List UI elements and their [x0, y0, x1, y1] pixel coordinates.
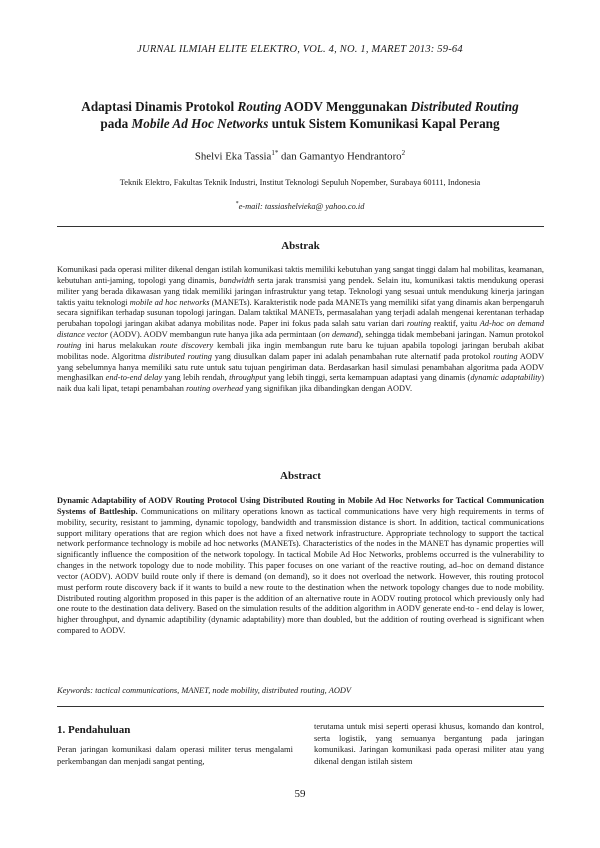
abstract-english-title: Dynamic Adaptability of AODV Routing Protocol Using Distributed Routing in Mobile Ad Hoc Networks for Tactical Communication Systems of Battleship. — [57, 496, 544, 516]
author-2: Gamantyo Hendrantoro — [299, 150, 402, 163]
journal-header: JURNAL ILMIAH ELITE ELEKTRO, VOL. 4, NO. 1, MARET 2013: 59-64 — [137, 44, 463, 55]
section1-right-column: terutama untuk misi seperti operasi khusus, komando dan kontrol, serta logistik, yang semuanya bergantung pada jaringan komunikasi. Jaringan komunikasi pada operasi militer atau yang dikenal dengan istilah sistem — [314, 721, 544, 766]
email-line: *e-mail: tassiashelvieka@ yahoo.co.id — [235, 201, 365, 211]
abstrak-heading: Abstrak — [281, 240, 320, 252]
abstract-body: Dynamic Adaptability of AODV Routing Protocol Using Distributed Routing in Mobile Ad Hoc Networks for Tactical Communication Systems of Battleship. Communications on military operations known as tactical communications have very high requirements in terms of mobility, security, resistant to jamming, dynamic topology, bandwidth and transmission distance is short. In addition, tactical communications support military operations that are region which does not have a fixed network infrastructure. Appropriate technology to support the tactical network performance technology is mobile ad hoc networks (MANETs). Characteristics of the nodes in the MANET has dynamic properties will significantly influence the composition of the network topology. In tactical Mobile Ad Hoc Networks, problems occurred is the vulnerability to changes in the network topology due to node mobility. This paper focuses on one variant of the reactive routing, ad–hoc on demand distance vector (AODV). AODV build route only if there is demand (on demand), so it does not overload the network. However, this routing protocol must perform route discovery back if it wants to build a new route to the destination when the network topology changes due to node mobility. Distributed routing algorithm proposed in this paper is the addition of an alternative route in AODV routing protocol which previously only had one route to the destination data delivery. Based on the simulation results of the addition algorithm in AODV generate end-to - end delay is lower, higher throughput, and dynamic adaptibility (dynamic adaptability) more than doubled, but the addition of routing overhead is significant when compared to AODV. — [57, 496, 544, 636]
bottom-divider — [57, 706, 544, 707]
page-number: 59 — [294, 788, 306, 800]
top-divider — [57, 226, 544, 227]
section-heading-pendahuluan: 1. Pendahuluan — [57, 724, 131, 736]
section1-left-column: Peran jaringan komunikasi dalam operasi militer terus mengalami perkembangan dan menjadi sangat penting, — [57, 744, 293, 766]
abstrak-body: Komunikasi pada operasi militer dikenal dengan istilah komunikasi taktis memiliki kebutuhan yang sangat tinggi dalam hal mobilitas, keamanan, kebutuhan anti-jaming, topologi yang dinamis, bandwidth serta jarak transmisi yang pendek. Selain itu, komunikasi taktis mendukung operasi militer yang berada dikawasan yang tidak memiliki jaringan infrastruktur yang tetap. Teknologi yang sesuai untuk mendukung kinerja jaringan taktis yaitu teknologi mobile ad hoc networks (MANETs). Karakteristik node pada MANETs yang memiliki sifat yang dinamis akan berpengaruh secara signifikan terhadap susunan topologi jaringan. Dalam taktikal MANETs, permasalahan yang terjadi adalah mengenai kerentanan terhadap perubahan topologi jaringan akibat adanya mobilitas node. Paper ini fokus pada salah satu varian dari routing reaktif, yaitu Ad-hoc on demand distance vector (AODV). AODV membangun rute hanya jika ada permintaan (on demand), sehingga tidak membebani jaringan. Namun protokol routing ini harus melakukan route discovery kembali jika ingin membangun rute baru ke tujuan apabila topologi jaringan berubah akibat mobilitas node. Algoritma distributed routing yang diusulkan dalam paper ini adalah penambahan rute alternatif pada protokol routing AODV yang sebelumnya hanya memiliki satu rute untuk satu tujuan pengiriman data. Berdasarkan hasil simulasi penambahan algoritma pada AODV menghasilkan end-to-end delay yang lebih rendah, throughput yang lebih tinggi, serta kemampuan adaptasi yang dinamis (dynamic adaptability) naik dua kali lipat, tetapi penambahan routing overhead yang signifikan jika dibandingkan dengan AODV. — [57, 265, 545, 394]
author-1: Shelvi Eka Tassia — [194, 150, 272, 163]
keywords: Keywords: tactical communications, MANET, node mobility, distributed routing, AODV — [57, 686, 352, 695]
author-list: Shelvi Eka Tassia$^{1*}$ dan Gamantyo Hendrantoro$^2$ — [194, 149, 406, 163]
affiliation: Teknik Elektro, Fakultas Teknik Industri, Institut Teknologi Sepuluh Nopember, Surabaya 60111, Indonesia — [119, 178, 481, 187]
abstract-heading: Abstract — [280, 470, 321, 482]
paper-title: Adaptasi Dinamis Protokol Routing AODV Menggunakan Distributed Routing pada Mobile Ad Hoc Networks untuk Sistem Komunikasi Kapal Perang — [81, 99, 519, 131]
